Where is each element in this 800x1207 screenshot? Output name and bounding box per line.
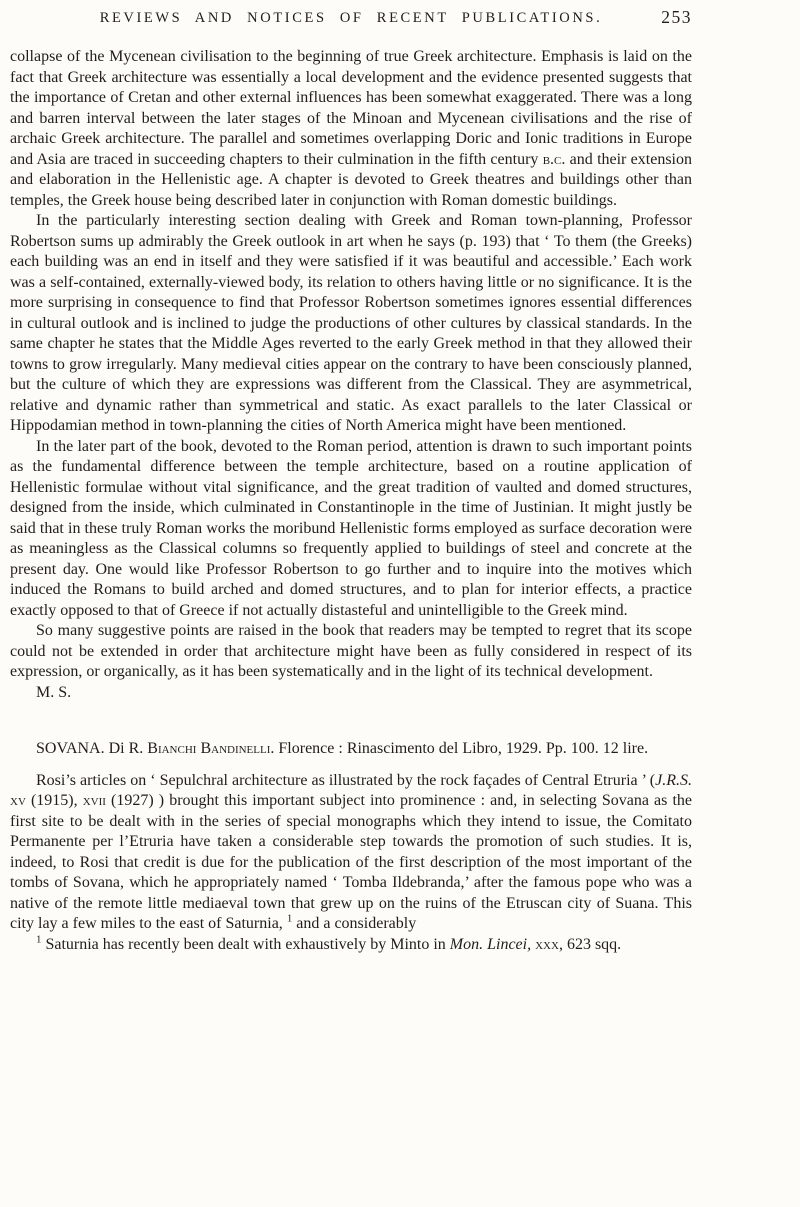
review-architecture (10, 47, 692, 703)
page-body (10, 47, 692, 955)
running-title: REVIEWS AND NOTICES OF RECENT PUBLICATIONS. (99, 10, 603, 26)
footnote: $^1$ Saturnia has recently been dealt with exhaustively by Minto in Mon. Lincei, xxx, 623 sqq. (36, 933, 622, 953)
paragraph-4: So many suggestive points are raised in the book that readers may be tempted to regret that its scope could not be extended in order that architecture might have been as fully considered in respect of its expression, or organically, as it has been systematically and in the light of its technical development. (10, 622, 692, 680)
reviewer-initials: M. S. (36, 683, 72, 701)
paragraph-2: In the particularly interesting section dealing with Greek and Roman town-planning, Professor Robertson sums up admirably the Greek outlook in art when he says (p. 193) that ‘ To them (the Greeks) each building was an end in itself and they were satisfied if it was beautiful and accessible.’ Each work was a self-contained, externally-viewed body, its relation to others having little or no significance. It is the more surprising in consequence to find that Professor Robertson sometimes ignores essential differences in cultural outlook and is inclined to judge the productions of other cultures by classical standards. In the same chapter he states that the Middle Ages reverted to the early Greek method in that they allowed their towns to grow irregularly. Many medieval cities appear on the contrary to have been consciously planned, but the culture of which they are expressions was different from the Classical. They are asymmetrical, relative and dynamic rather than symmetrical and static. As exact parallels to the later Classical or Hippodamian method in town-planning the cities of North America might have been mentioned. (10, 212, 692, 434)
book-heading: SOVANA. Di R. Bianchi Bandinelli. Florence : Rinascimento del Libro, 1929. Pp. 100. 12 lire. (36, 740, 649, 757)
paragraph-3: In the later part of the book, devoted to the Roman period, attention is drawn to such important points as the fundamental difference between the temple architecture, based on a routine application of Hellenistic formulae without vital significance, and the great tradition of vaulted and domed structures, designed from the inside, which culminated in Constantinople in the time of Justinian. It might justly be said that in these truly Roman works the moribund Hellenistic forms employed as surface decoration were as meaningless as the Classical columns so frequently applied to buildings of steel and concrete at the present day. One would like Professor Robertson to go further and to inquire into the motives which induced the Romans to build arched and domed structures, and to plan for interior effects, a practice exactly opposed to that of Greece if not actually distasteful and unintelligible to the Greek mind. (10, 437, 692, 619)
paragraph-1: collapse of the Mycenean civilisation to the beginning of true Greek architecture. Emphasis is laid on the fact that Greek architecture was essentially a local development and the evidence presented suggests that the importance of Cretan and other external influences has been somewhat exaggerated. There was a long and barren interval between the later stages of the Minoan and Mycenean civilisations and the rise of archaic Greek architecture. The parallel and sometimes overlapping Doric and Ionic traditions in Europe and Asia are traced in succeeding chapters to their culmination in the fifth century b.c. and their extension and elaboration in the Hellenistic age. A chapter is devoted to Greek theatres and buildings other than temples, the Greek house being described later in conjunction with Roman domestic buildings. (10, 48, 692, 209)
review-sovana (10, 739, 692, 955)
page-header (10, 7, 692, 27)
sovana-paragraph: Rosi’s articles on ‘ Sepulchral architecture as illustrated by the rock façades of Central Etruria ’ (J.R.S. xv (1915), xvii (1927) ) brought this important subject into prominence : and, in selecting Sovana as the first site to be dealt with in the series of special monographs which they intend to issue, the Comitato Permanente per l’Etruria have taken a considerable step towards the promotion of such studies. It is, indeed, to Rosi that credit is due for the publication of the first description of the most important of the tombs of Sovana, which he appropriately named ‘ Tomba Ildebranda,’ after the famous pope who was a native of the remote little mediaeval town that grew up on the ruins of the Etruscan city of Suana. This city lay a few miles to the east of Saturnia, $^1$ and a considerably (10, 771, 693, 932)
page-number: 253 (661, 7, 692, 27)
